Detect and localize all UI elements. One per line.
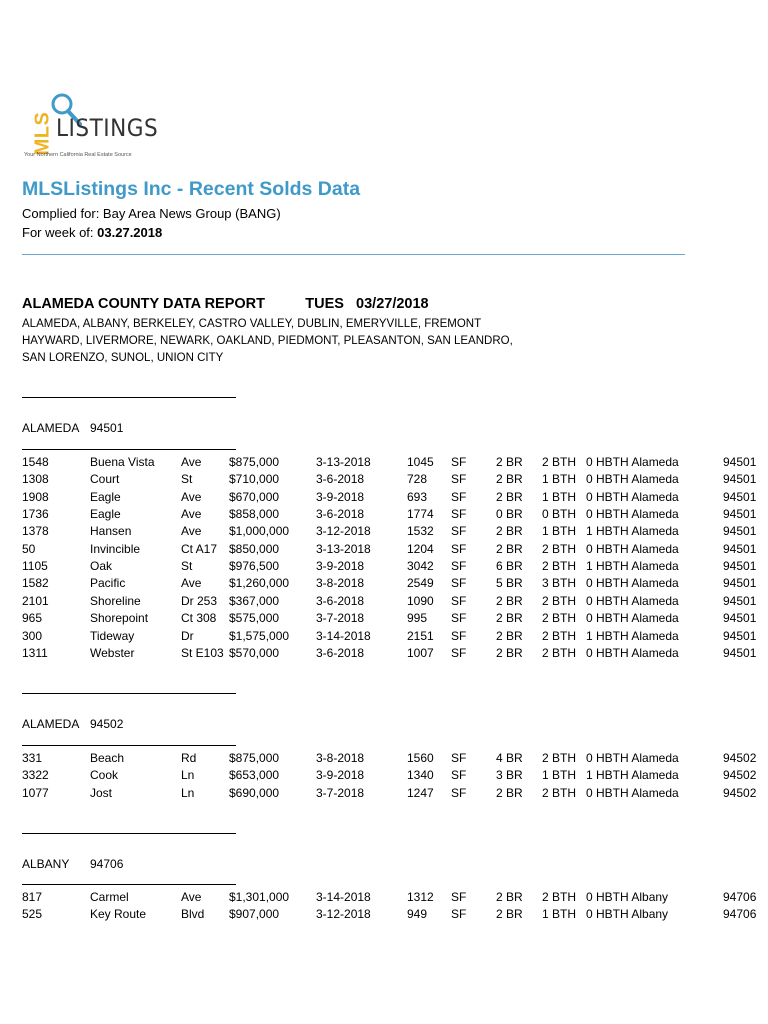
street-name: Pacific bbox=[90, 576, 126, 591]
bedrooms: 2 BR bbox=[496, 890, 523, 904]
zip-code: 94501 bbox=[723, 507, 757, 522]
bathrooms: 1 BTH bbox=[542, 472, 577, 487]
logo-mark: MLS bbox=[31, 111, 54, 156]
table-row bbox=[0, 890, 768, 907]
square-feet: 1204 bbox=[407, 541, 434, 556]
street-number: 817 bbox=[22, 890, 43, 904]
bathrooms: 2 BTH bbox=[542, 628, 577, 643]
square-feet: 949 bbox=[407, 907, 428, 922]
sf-unit: SF bbox=[451, 628, 467, 643]
square-feet: 1247 bbox=[407, 785, 434, 800]
street-type: Ave bbox=[181, 507, 202, 522]
street-type: St E103 bbox=[181, 645, 224, 660]
table-row bbox=[0, 524, 768, 541]
sale-date: 3-8-2018 bbox=[316, 751, 365, 765]
zip-code: 94502 bbox=[723, 768, 757, 783]
bathrooms: 1 BTH bbox=[542, 524, 577, 539]
street-number: 1077 bbox=[22, 785, 49, 800]
table-row bbox=[0, 907, 768, 924]
bedrooms: 2 BR bbox=[496, 907, 523, 922]
mls-listings-logo bbox=[24, 92, 159, 164]
half-baths-city: 0 HBTH Albany bbox=[586, 907, 669, 922]
square-feet: 1090 bbox=[407, 593, 434, 608]
bedrooms: 2 BR bbox=[496, 645, 523, 660]
sf-unit: SF bbox=[451, 524, 467, 539]
street-name: Oak bbox=[90, 559, 113, 574]
table-row bbox=[0, 559, 768, 576]
bathrooms: 1 BTH bbox=[542, 768, 577, 783]
section-heading bbox=[22, 857, 123, 871]
half-baths-city: 1 HBTH Alameda bbox=[586, 559, 679, 574]
city-list-line: ALAMEDA, ALBANY, BERKELEY, CASTRO VALLEY, DUBLIN, EMERYVILLE, FREMONT bbox=[22, 318, 482, 330]
sale-date: 3-14-2018 bbox=[316, 890, 371, 904]
bathrooms: 2 BTH bbox=[542, 785, 577, 800]
street-type: Ave bbox=[181, 890, 202, 904]
bathrooms: 2 BTH bbox=[542, 559, 577, 574]
sale-price: $710,000 bbox=[229, 472, 280, 487]
section-rule bbox=[22, 693, 236, 694]
zip-code: 94502 bbox=[723, 785, 757, 800]
half-baths-city: 0 HBTH Albany bbox=[586, 890, 669, 904]
bedrooms: 4 BR bbox=[496, 751, 523, 765]
sf-unit: SF bbox=[451, 611, 467, 626]
sale-price: $976,500 bbox=[229, 559, 280, 574]
sale-date: 3-12-2018 bbox=[316, 907, 371, 922]
half-baths-city: 0 HBTH Alameda bbox=[586, 507, 679, 522]
section-city: ALAMEDA bbox=[22, 421, 80, 435]
zip-code: 94501 bbox=[723, 524, 757, 539]
sale-price: $858,000 bbox=[229, 507, 280, 522]
sf-unit: SF bbox=[451, 890, 467, 904]
sale-price: $1,000,000 bbox=[229, 524, 290, 539]
sf-unit: SF bbox=[451, 472, 467, 487]
table-row bbox=[0, 472, 768, 489]
street-number: 525 bbox=[22, 907, 43, 922]
square-feet: 728 bbox=[407, 472, 428, 487]
sf-unit: SF bbox=[451, 593, 467, 608]
sf-unit: SF bbox=[451, 768, 467, 783]
street-number: 331 bbox=[22, 751, 43, 765]
table-row bbox=[0, 611, 768, 628]
bathrooms: 2 BTH bbox=[542, 611, 577, 626]
page-title: MLSListings Inc - Recent Solds Data bbox=[22, 178, 361, 200]
street-name: Beach bbox=[90, 751, 125, 765]
sale-price: $875,000 bbox=[229, 455, 280, 469]
street-name: Jost bbox=[90, 785, 113, 800]
bedrooms: 6 BR bbox=[496, 559, 523, 574]
sale-price: $875,000 bbox=[229, 751, 280, 765]
sf-unit: SF bbox=[451, 645, 467, 660]
section-heading bbox=[22, 421, 123, 435]
street-type: Dr bbox=[181, 628, 194, 643]
sf-unit: SF bbox=[451, 751, 467, 765]
sale-date: 3-8-2018 bbox=[316, 576, 365, 591]
zip-code: 94501 bbox=[723, 455, 757, 469]
section-city: ALBANY bbox=[22, 857, 70, 871]
street-name: Hansen bbox=[90, 524, 132, 539]
week-value: 03.27.2018 bbox=[97, 225, 163, 240]
street-number: 1582 bbox=[22, 576, 49, 591]
square-feet: 2151 bbox=[407, 628, 434, 643]
sale-date: 3-6-2018 bbox=[316, 645, 365, 660]
section-rule bbox=[22, 449, 236, 450]
street-type: Ave bbox=[181, 489, 202, 504]
street-number: 50 bbox=[22, 541, 36, 556]
bathrooms: 2 BTH bbox=[542, 751, 577, 765]
half-baths-city: 0 HBTH Alameda bbox=[586, 472, 679, 487]
bedrooms: 3 BR bbox=[496, 768, 523, 783]
sale-date: 3-14-2018 bbox=[316, 628, 371, 643]
zip-code: 94706 bbox=[723, 890, 757, 904]
half-baths-city: 0 HBTH Alameda bbox=[586, 751, 679, 765]
bathrooms: 0 BTH bbox=[542, 507, 577, 522]
header-divider bbox=[22, 254, 685, 255]
bedrooms: 2 BR bbox=[496, 593, 523, 608]
sf-unit: SF bbox=[451, 576, 467, 591]
sale-price: $653,000 bbox=[229, 768, 280, 783]
table-row bbox=[0, 646, 768, 663]
square-feet: 693 bbox=[407, 489, 428, 504]
street-number: 1908 bbox=[22, 489, 49, 504]
bedrooms: 2 BR bbox=[496, 541, 523, 556]
half-baths-city: 0 HBTH Alameda bbox=[586, 645, 679, 660]
section-heading bbox=[22, 717, 123, 731]
street-name: Cook bbox=[90, 768, 119, 783]
street-number: 3322 bbox=[22, 768, 49, 783]
street-name: Shorepoint bbox=[90, 611, 149, 626]
sale-price: $1,301,000 bbox=[229, 890, 290, 904]
section-zip: 94501 bbox=[90, 421, 124, 435]
sf-unit: SF bbox=[451, 541, 467, 556]
sale-price: $670,000 bbox=[229, 489, 280, 504]
sale-date: 3-7-2018 bbox=[316, 611, 365, 626]
zip-code: 94501 bbox=[723, 541, 757, 556]
week-label: For week of: bbox=[22, 225, 94, 240]
sale-price: $690,000 bbox=[229, 785, 280, 800]
square-feet: 2549 bbox=[407, 576, 434, 591]
street-type: St bbox=[181, 559, 193, 574]
compiled-for: Complied for: Bay Area News Group (BANG) bbox=[22, 206, 281, 221]
bedrooms: 2 BR bbox=[496, 785, 523, 800]
bedrooms: 5 BR bbox=[496, 576, 523, 591]
bathrooms: 2 BTH bbox=[542, 593, 577, 608]
sale-date: 3-7-2018 bbox=[316, 785, 365, 800]
section-zip: 94502 bbox=[90, 717, 124, 731]
bedrooms: 2 BR bbox=[496, 455, 523, 469]
street-name: Eagle bbox=[90, 507, 121, 522]
section-zip: 94706 bbox=[90, 857, 124, 871]
square-feet: 1774 bbox=[407, 507, 434, 522]
zip-code: 94706 bbox=[723, 907, 757, 922]
half-baths-city: 0 HBTH Alameda bbox=[586, 489, 679, 504]
street-number: 1308 bbox=[22, 472, 49, 487]
sale-price: $367,000 bbox=[229, 593, 280, 608]
street-number: 1548 bbox=[22, 455, 49, 469]
half-baths-city: 0 HBTH Alameda bbox=[586, 455, 679, 469]
street-name: Court bbox=[90, 472, 120, 487]
sf-unit: SF bbox=[451, 489, 467, 504]
zip-code: 94501 bbox=[723, 593, 757, 608]
half-baths-city: 1 HBTH Alameda bbox=[586, 768, 679, 783]
sf-unit: SF bbox=[451, 455, 467, 469]
table-row bbox=[0, 507, 768, 524]
sf-unit: SF bbox=[451, 785, 467, 800]
street-number: 1105 bbox=[22, 559, 48, 574]
street-name: Shoreline bbox=[90, 593, 141, 608]
zip-code: 94501 bbox=[723, 489, 757, 504]
sale-date: 3-9-2018 bbox=[316, 489, 365, 504]
zip-code: 94501 bbox=[723, 645, 757, 660]
table-row bbox=[0, 629, 768, 646]
street-type: Rd bbox=[181, 751, 197, 765]
square-feet: 1340 bbox=[407, 768, 434, 783]
report-title: ALAMEDA COUNTY DATA REPORT TUES 03/27/2018 bbox=[22, 296, 429, 312]
sale-date: 3-6-2018 bbox=[316, 507, 365, 522]
zip-code: 94501 bbox=[723, 472, 757, 487]
street-name: Carmel bbox=[90, 890, 129, 904]
section-rule bbox=[22, 745, 236, 746]
sale-price: $1,260,000 bbox=[229, 576, 290, 591]
half-baths-city: 0 HBTH Alameda bbox=[586, 541, 679, 556]
zip-code: 94502 bbox=[723, 751, 757, 765]
sale-date: 3-6-2018 bbox=[316, 472, 365, 487]
sf-unit: SF bbox=[451, 507, 467, 522]
square-feet: 995 bbox=[407, 611, 428, 626]
bedrooms: 2 BR bbox=[496, 472, 523, 487]
zip-code: 94501 bbox=[723, 576, 757, 591]
sale-date: 3-6-2018 bbox=[316, 593, 365, 608]
street-type: Ct A17 bbox=[181, 541, 218, 556]
section-city: ALAMEDA bbox=[22, 717, 80, 731]
street-type: Blvd bbox=[181, 907, 205, 922]
square-feet: 1007 bbox=[407, 645, 434, 660]
sale-price: $570,000 bbox=[229, 645, 280, 660]
square-feet: 1560 bbox=[407, 751, 434, 765]
bathrooms: 2 BTH bbox=[542, 455, 577, 469]
street-type: Ave bbox=[181, 524, 202, 539]
bathrooms: 1 BTH bbox=[542, 489, 577, 504]
week-line bbox=[22, 225, 162, 240]
street-type: Ct 308 bbox=[181, 611, 217, 626]
bedrooms: 2 BR bbox=[496, 524, 523, 539]
square-feet: 1312 bbox=[407, 890, 434, 904]
zip-code: 94501 bbox=[723, 559, 757, 574]
bedrooms: 2 BR bbox=[496, 628, 523, 643]
street-name: Key Route bbox=[90, 907, 147, 922]
sale-price: $1,575,000 bbox=[229, 628, 290, 643]
street-type: Ave bbox=[181, 576, 202, 591]
sale-price: $575,000 bbox=[229, 611, 280, 626]
bathrooms: 3 BTH bbox=[542, 576, 577, 591]
table-row bbox=[0, 542, 768, 559]
section-rule bbox=[22, 833, 236, 834]
street-type: St bbox=[181, 472, 193, 487]
bathrooms: 1 BTH bbox=[542, 907, 577, 922]
street-name: Invincible bbox=[90, 541, 141, 556]
street-number: 1378 bbox=[22, 524, 49, 539]
street-name: Buena Vista bbox=[90, 455, 155, 469]
street-type: Ave bbox=[181, 455, 202, 469]
section-rule bbox=[22, 884, 236, 885]
half-baths-city: 1 HBTH Alameda bbox=[586, 524, 679, 539]
table-row bbox=[0, 576, 768, 593]
table-row bbox=[0, 768, 768, 785]
sf-unit: SF bbox=[451, 559, 467, 574]
square-feet: 1532 bbox=[407, 524, 434, 539]
sale-price: $850,000 bbox=[229, 541, 280, 556]
half-baths-city: 0 HBTH Alameda bbox=[586, 785, 679, 800]
square-feet: 3042 bbox=[407, 559, 434, 574]
street-name: Eagle bbox=[90, 489, 121, 504]
half-baths-city: 0 HBTH Alameda bbox=[586, 576, 679, 591]
sale-date: 3-9-2018 bbox=[316, 559, 365, 574]
half-baths-city: 0 HBTH Alameda bbox=[586, 593, 679, 608]
sale-date: 3-9-2018 bbox=[316, 768, 365, 783]
table-row bbox=[0, 594, 768, 611]
bedrooms: 2 BR bbox=[496, 611, 523, 626]
half-baths-city: 0 HBTH Alameda bbox=[586, 611, 679, 626]
bedrooms: 2 BR bbox=[496, 489, 523, 504]
half-baths-city: 1 HBTH Alameda bbox=[586, 628, 679, 643]
street-number: 1311 bbox=[22, 645, 48, 660]
street-type: Dr 253 bbox=[181, 593, 218, 608]
zip-code: 94501 bbox=[723, 611, 757, 626]
sf-unit: SF bbox=[451, 907, 467, 922]
sale-date: 3-13-2018 bbox=[316, 455, 371, 469]
square-feet: 1045 bbox=[407, 455, 434, 469]
table-row bbox=[0, 786, 768, 803]
logo-word: LISTINGS bbox=[56, 114, 159, 142]
table-row bbox=[0, 455, 768, 472]
street-number: 300 bbox=[22, 628, 43, 643]
street-type: Ln bbox=[181, 785, 195, 800]
logo-tagline: Your Northern California Real Estate Source bbox=[24, 152, 132, 158]
street-type: Ln bbox=[181, 768, 195, 783]
zip-code: 94501 bbox=[723, 628, 757, 643]
city-list-line: SAN LORENZO, SUNOL, UNION CITY bbox=[22, 352, 224, 364]
street-name: Tideway bbox=[90, 628, 135, 643]
street-number: 2101 bbox=[22, 593, 49, 608]
sale-price: $907,000 bbox=[229, 907, 280, 922]
street-name: Webster bbox=[90, 645, 135, 660]
bedrooms: 0 BR bbox=[496, 507, 523, 522]
city-list-line: HAYWARD, LIVERMORE, NEWARK, OAKLAND, PIEDMONT, PLEASANTON, SAN LEANDRO, bbox=[22, 335, 513, 347]
street-number: 965 bbox=[22, 611, 43, 626]
bathrooms: 2 BTH bbox=[542, 645, 577, 660]
table-row bbox=[0, 751, 768, 768]
sale-date: 3-13-2018 bbox=[316, 541, 371, 556]
section-rule bbox=[22, 397, 236, 398]
bathrooms: 2 BTH bbox=[542, 541, 577, 556]
sale-date: 3-12-2018 bbox=[316, 524, 371, 539]
street-number: 1736 bbox=[22, 507, 49, 522]
bathrooms: 2 BTH bbox=[542, 890, 577, 904]
table-row bbox=[0, 490, 768, 507]
